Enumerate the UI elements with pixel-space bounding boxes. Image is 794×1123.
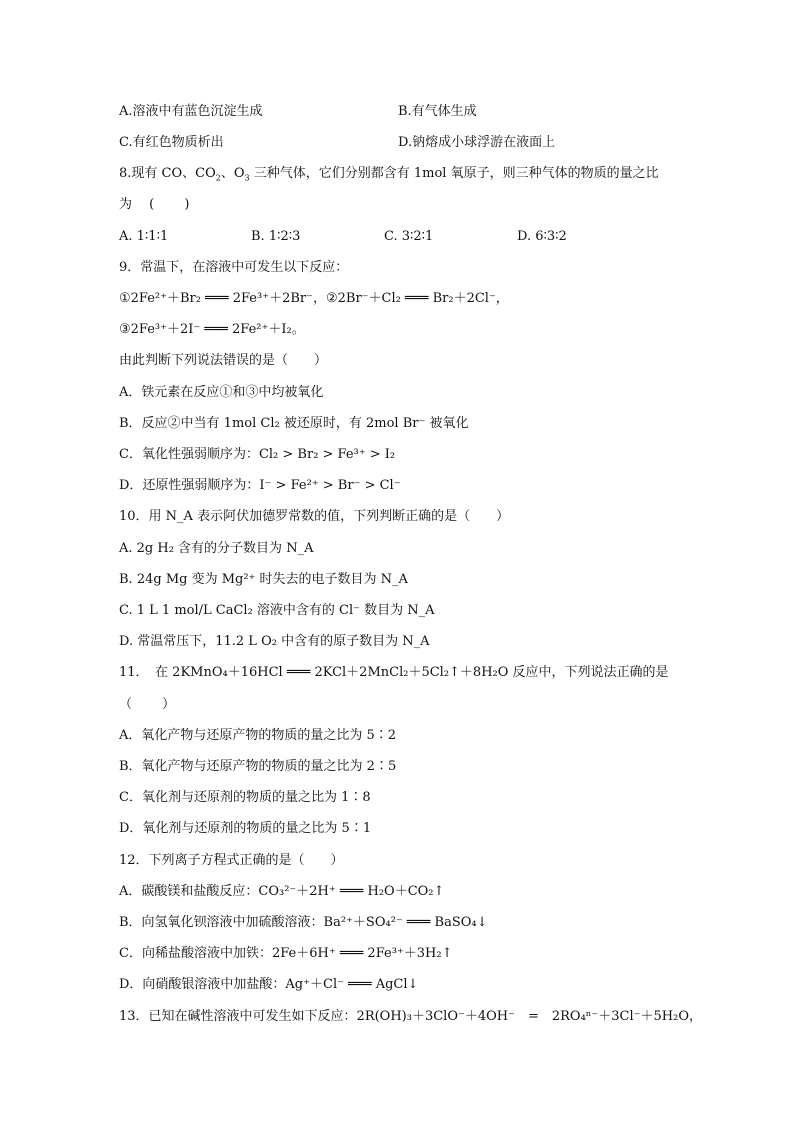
q9-option-a: A．铁元素在反应①和③中均被氧化 xyxy=(119,385,324,400)
q7-option-c: C.有红色物质析出 xyxy=(119,135,224,150)
q8-option-b: B. 1∶2∶3 xyxy=(251,229,301,244)
q7-option-b: B.有气体生成 xyxy=(398,104,477,119)
q9-option-d: D．还原性强弱顺序为：I⁻ > Fe²⁺ > Br⁻ > Cl⁻ xyxy=(119,478,401,493)
q8-option-a: A. 1∶1∶1 xyxy=(119,229,169,244)
q10-stem: 10．用 N_A 表示阿伏加德罗常数的值，下列判断正确的是（ ） xyxy=(119,509,510,524)
q12-option-b: B．向氢氧化钡溶液中加硫酸溶液：Ba²⁺＋SO₄²⁻ ═══ BaSO₄↓ xyxy=(119,915,488,930)
q11-stem-continued: （ ） xyxy=(119,697,176,712)
q11-option-a: A．氧化产物与还原产物的物质的量之比为 5∶2 xyxy=(119,728,397,743)
q8-stem-continued: 为 ( ) xyxy=(119,197,190,212)
q10-option-c: C. 1 L 1 mol/L CaCl₂ 溶液中含有的 Cl⁻ 数目为 N_A xyxy=(119,603,435,618)
q11-option-b: B．氧化产物与还原产物的物质的量之比为 2∶5 xyxy=(119,759,397,774)
q12-option-d: D．向硝酸银溶液中加盐酸：Ag⁺＋Cl⁻ ═══ AgCl↓ xyxy=(119,977,419,992)
q8-option-c: C. 3∶2∶1 xyxy=(384,229,434,244)
q9-question: 由此判断下列说法错误的是（ ） xyxy=(119,353,328,368)
q8-stem: 8.现有 CO、$CO_2$、$O_3$ 三种气体，它们分别都含有 1mol 氧原子，则三种气体的物质的量之比 xyxy=(119,166,659,183)
q12-option-a: A．碳酸镁和盐酸反应：CO₃²⁻＋2H⁺ ═══ H₂O＋CO₂↑ xyxy=(119,884,445,899)
q9-option-c: C．氧化性强弱顺序为：Cl₂ > Br₂ > Fe³⁺ > I₂ xyxy=(119,447,396,462)
q13-stem: 13．已知在碱性溶液中可发生如下反应：2R(OH)₃＋3ClO⁻＋4OH⁻ = 2RO₄ⁿ⁻＋3Cl⁻＋5H₂O， xyxy=(119,1009,702,1024)
q11-option-c: C．氧化剂与还原剂的物质的量之比为 1∶8 xyxy=(119,790,371,805)
q10-option-d: D. 常温常压下，11.2 L O₂ 中含有的原子数目为 N_A xyxy=(119,634,430,649)
q10-option-a: A. 2g H₂ 含有的分子数目为 N_A xyxy=(119,541,314,556)
q9-reaction-3: ③2Fe³⁺＋2I⁻ ═══ 2Fe²⁺＋I₂。 xyxy=(119,322,305,337)
q10-option-b: B. 24g Mg 变为 Mg²⁺ 时失去的电子数目为 N_A xyxy=(119,572,408,587)
q7-option-d: D.钠熔成小球浮游在液面上 xyxy=(398,135,556,150)
q7-option-a: A.溶液中有蓝色沉淀生成 xyxy=(119,104,263,119)
q9-stem: 9．常温下，在溶液中可发生以下反应： xyxy=(119,260,349,275)
q8-option-d: D. 6∶3∶2 xyxy=(517,229,567,244)
q12-stem: 12．下列离子方程式正确的是（ ） xyxy=(119,853,344,868)
q11-option-d: D．氧化剂与还原剂的物质的量之比为 5∶1 xyxy=(119,821,372,836)
q11-stem: 11． 在 2KMnO₄＋16HCl ═══ 2KCl＋2MnCl₂＋5Cl₂↑＋8H₂O 反应中，下列说法正确的是 xyxy=(119,665,669,680)
q12-option-c: C．向稀盐酸溶液中加铁：2Fe＋6H⁺ ═══ 2Fe³⁺＋3H₂↑ xyxy=(119,946,453,961)
q9-option-b: B．反应②中当有 1mol Cl₂ 被还原时，有 2mol Br⁻ 被氧化 xyxy=(119,416,469,431)
q9-reactions-1-2: ①2Fe²⁺＋Br₂ ═══ 2Fe³⁺＋2Br⁻，②2Br⁻＋Cl₂ ═══ Br₂＋2Cl⁻， xyxy=(119,291,509,306)
